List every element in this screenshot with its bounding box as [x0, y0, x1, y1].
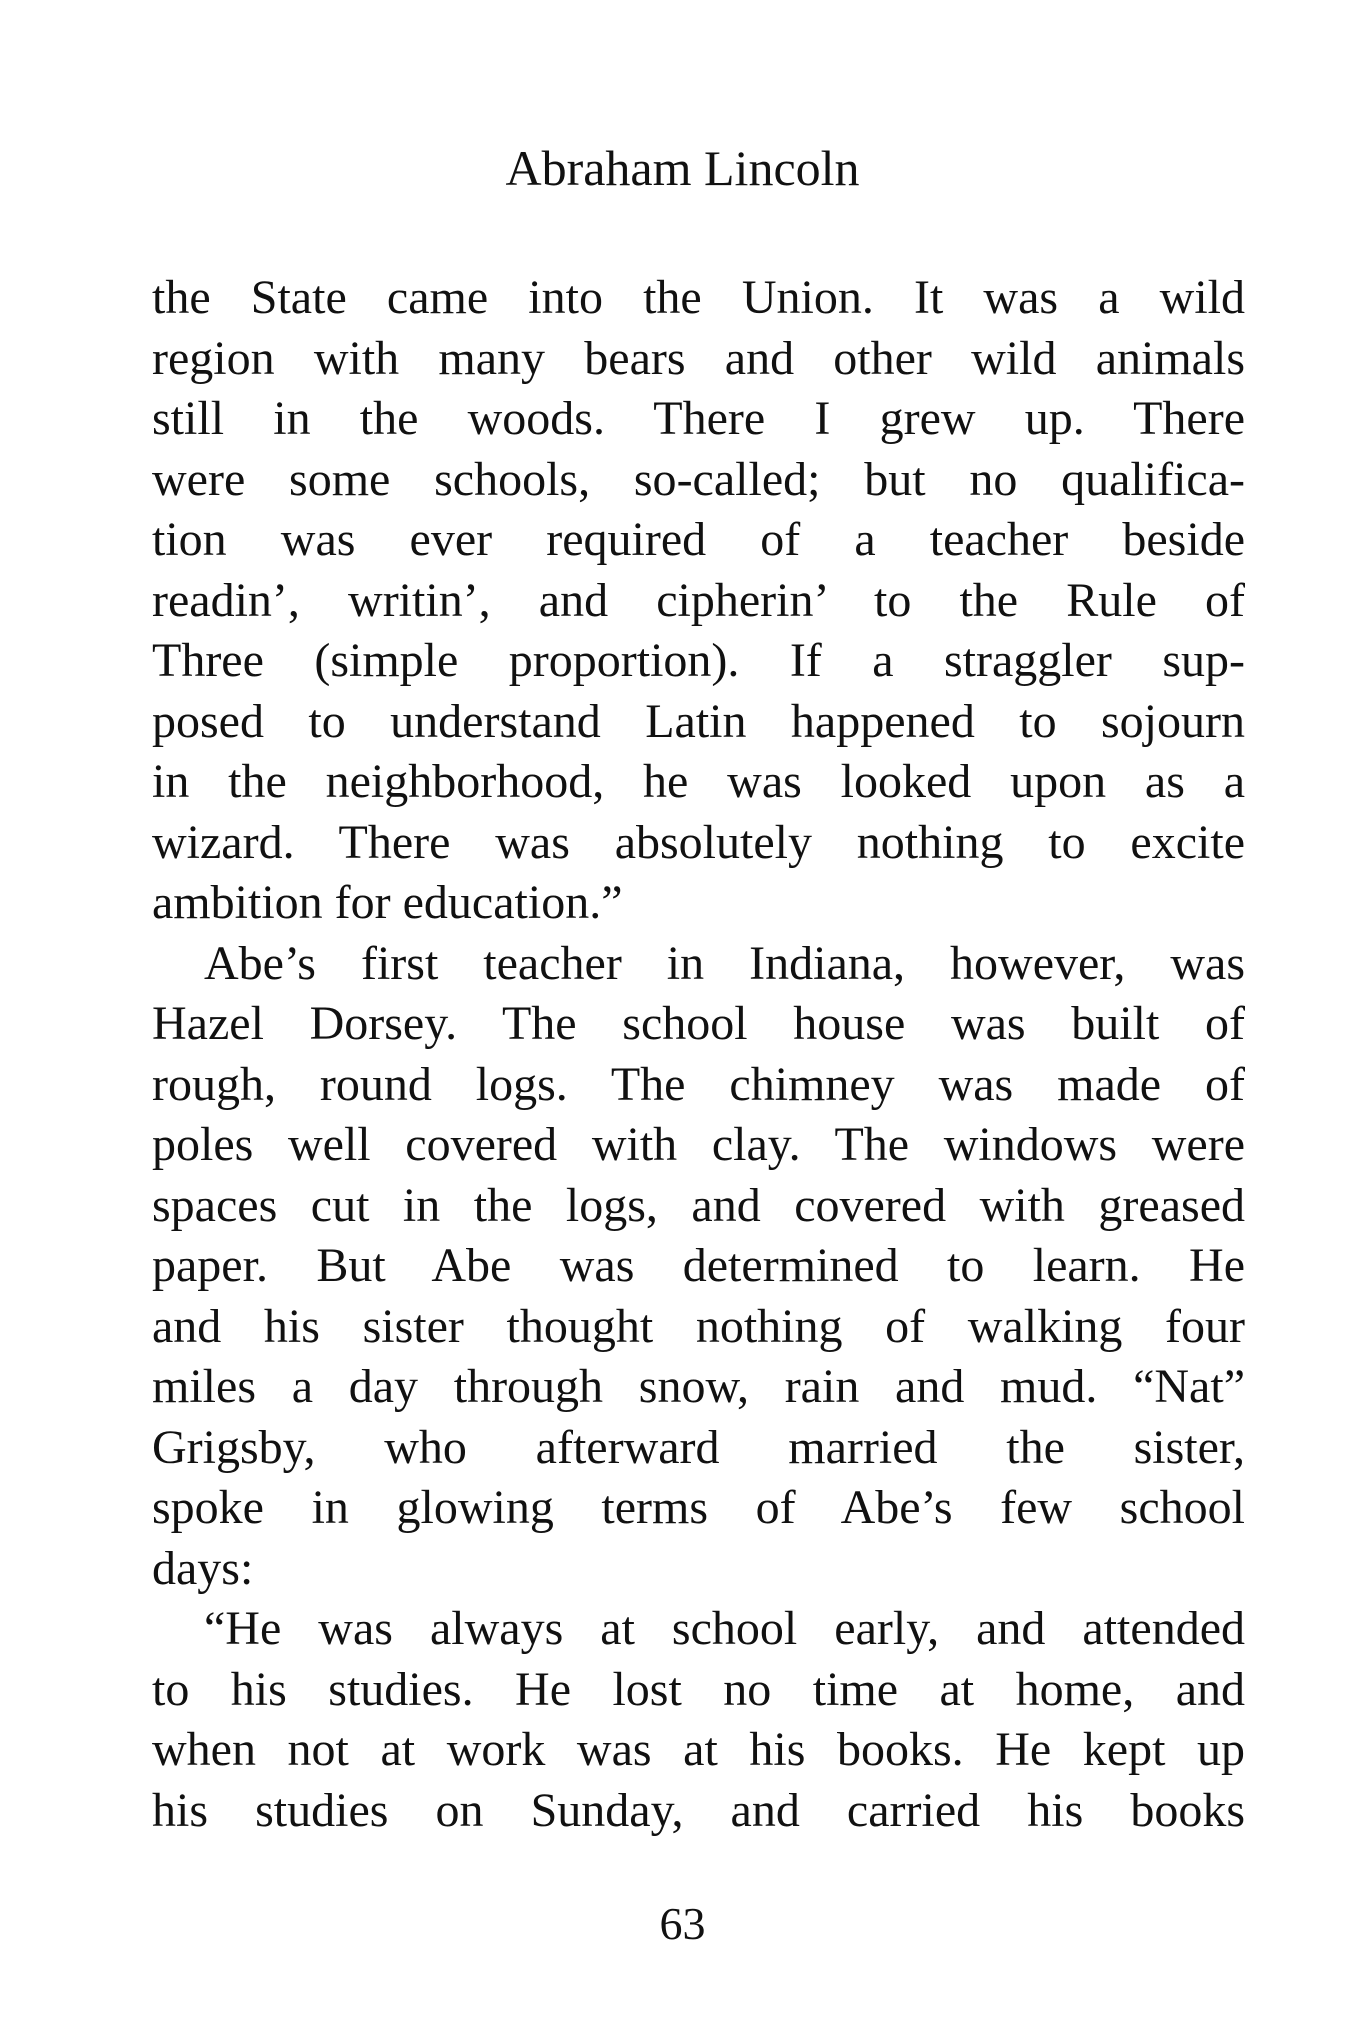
text-line: “He was always at school early, and attended: [204, 1602, 1245, 1655]
text-line: when not at work was at his books. He kept up: [152, 1723, 1245, 1776]
text-line: spaces cut in the logs, and covered with greased: [152, 1178, 1245, 1232]
text-line: Hazel Dorsey. The school house was built of: [152, 997, 1245, 1050]
text-line: were some schools, so-called; but no qualifica-: [152, 452, 1245, 506]
running-head: Abraham Lincoln: [505, 140, 860, 196]
text-line: region with many bears and other wild animals: [152, 331, 1245, 385]
text-line: wizard. There was absolutely nothing to excite: [152, 815, 1245, 869]
text-line: posed to understand Latin happened to sojourn: [152, 694, 1245, 748]
text-line: miles a day through snow, rain and mud. “Nat”: [152, 1360, 1245, 1413]
text-line: still in the woods. There I grew up. There: [152, 392, 1245, 445]
text-line: in the neighborhood, he was looked upon as a: [152, 755, 1245, 808]
text-line: his studies on Sunday, and carried his books: [152, 1783, 1245, 1837]
body-text: [152, 268, 1245, 1841]
text-line: tion was ever required of a teacher beside: [152, 513, 1245, 566]
text-line: rough, round logs. The chimney was made of: [152, 1057, 1245, 1111]
text-line: days:: [152, 1541, 254, 1595]
text-line: and his sister thought nothing of walking four: [152, 1299, 1245, 1353]
text-line: poles well covered with clay. The windows were: [152, 1118, 1245, 1171]
text-line: spoke in glowing terms of Abe’s few school: [152, 1481, 1245, 1534]
text-line: Abe’s first teacher in Indiana, however, was: [204, 936, 1245, 990]
text-line: to his studies. He lost no time at home, and: [152, 1662, 1245, 1716]
text-line: readin’, writin’, and cipherin’ to the Rule of: [152, 573, 1245, 627]
text-line: ambition for education.”: [152, 876, 623, 929]
page-number: 63: [659, 1898, 706, 1949]
text-line: Three (simple proportion). If a straggler sup-: [152, 634, 1245, 687]
text-line: Grigsby, who afterward married the sister,: [152, 1420, 1245, 1474]
text-line: the State came into the Union. It was a wild: [152, 271, 1245, 324]
text-line: paper. But Abe was determined to learn. He: [152, 1239, 1245, 1292]
